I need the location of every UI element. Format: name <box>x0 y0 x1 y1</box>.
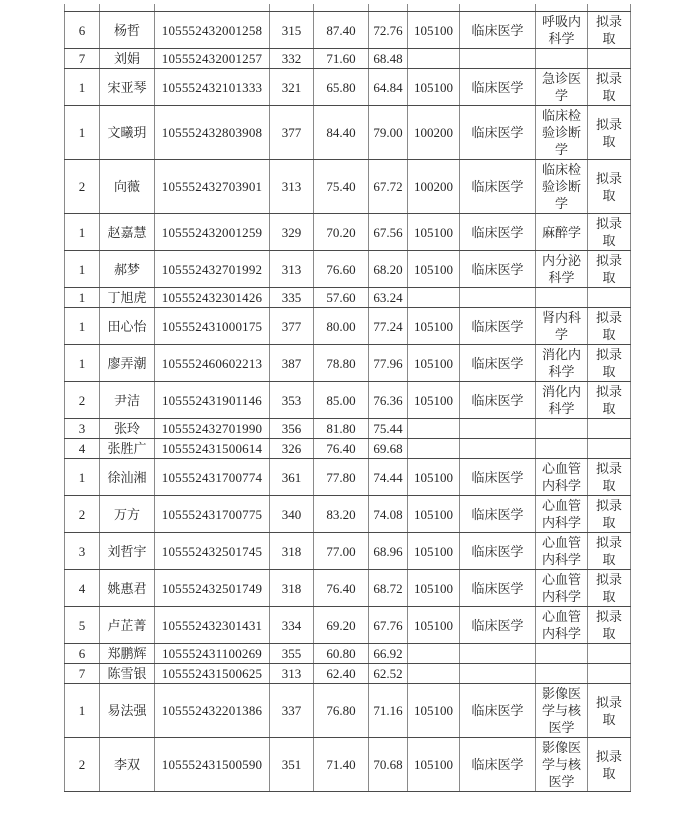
cell-score2: 81.80 <box>314 419 369 439</box>
cell-specialty: 心血管内科学 <box>536 533 588 570</box>
cell-specialty <box>536 49 588 69</box>
cell-major-code: 105100 <box>408 496 460 533</box>
cell-status: 拟录取 <box>588 308 631 345</box>
cell-status: 拟录取 <box>588 570 631 607</box>
cell-name: 宋亚琴 <box>100 69 155 106</box>
cell-candidate-no: 105552432501749 <box>155 570 270 607</box>
cell-score1: 356 <box>270 419 314 439</box>
cell-major: 临床医学 <box>460 106 536 160</box>
cell-candidate-no: 105552460602213 <box>155 345 270 382</box>
cell-candidate-no: 105552432001258 <box>155 12 270 49</box>
cell-seq: 1 <box>65 214 100 251</box>
table-row <box>65 496 631 533</box>
cell-specialty: 消化内科学 <box>536 345 588 382</box>
cell-name: 刘哲宇 <box>100 533 155 570</box>
cell-score3: 68.96 <box>369 533 408 570</box>
cell-candidate-no: 105552431901146 <box>155 382 270 419</box>
cell-name: 刘娟 <box>100 49 155 69</box>
cell-seq: 1 <box>65 345 100 382</box>
cell-score1: 377 <box>270 308 314 345</box>
cell-score2: 70.20 <box>314 214 369 251</box>
cell-seq: 6 <box>65 12 100 49</box>
cell-specialty <box>536 419 588 439</box>
table-row <box>65 738 631 792</box>
cell-seq: 6 <box>65 644 100 664</box>
cell-score2: 78.80 <box>314 345 369 382</box>
cell-score1: 321 <box>270 69 314 106</box>
cell-seq: 4 <box>65 570 100 607</box>
cell-score3: 77.24 <box>369 308 408 345</box>
cell-specialty: 麻醉学 <box>536 214 588 251</box>
cell-status: 拟录取 <box>588 12 631 49</box>
admission-table-container <box>64 4 631 792</box>
cell-name: 张胜广 <box>100 439 155 459</box>
cell-score3: 68.20 <box>369 251 408 288</box>
cell-score2: 71.60 <box>314 49 369 69</box>
cell-major <box>460 49 536 69</box>
admission-table-body <box>65 4 631 792</box>
cell-specialty: 肾内科学 <box>536 308 588 345</box>
cell-major <box>460 439 536 459</box>
cell-status <box>588 644 631 664</box>
cell-score1: 313 <box>270 160 314 214</box>
cell-score2: 57.60 <box>314 288 369 308</box>
cell-status: 拟录取 <box>588 69 631 106</box>
cell-major-code: 105100 <box>408 570 460 607</box>
table-row <box>65 49 631 69</box>
cell-specialty <box>536 664 588 684</box>
cell-score1: 332 <box>270 49 314 69</box>
cell-score2: 75.40 <box>314 160 369 214</box>
cell-major-code <box>408 644 460 664</box>
cell-name: 田心怡 <box>100 308 155 345</box>
cell-major: 临床医学 <box>460 738 536 792</box>
cell-score3: 62.52 <box>369 664 408 684</box>
cell-score1: 334 <box>270 607 314 644</box>
cell-status: 拟录取 <box>588 160 631 214</box>
cell-major <box>460 288 536 308</box>
cell-specialty: 心血管内科学 <box>536 607 588 644</box>
cell-score3: 76.36 <box>369 382 408 419</box>
cell-score1: 329 <box>270 214 314 251</box>
cell-candidate-no: 105552431500614 <box>155 439 270 459</box>
cell-score1: 318 <box>270 570 314 607</box>
cell-score2: 76.60 <box>314 251 369 288</box>
cell-score3: 69.68 <box>369 439 408 459</box>
cell-name: 徐汕湘 <box>100 459 155 496</box>
cell-major-code: 100200 <box>408 106 460 160</box>
cell-major-code: 105100 <box>408 607 460 644</box>
table-row <box>65 106 631 160</box>
cell-score1: 355 <box>270 644 314 664</box>
cell-name: 赵嘉慧 <box>100 214 155 251</box>
cell-specialty <box>536 288 588 308</box>
cell-name: 郑鹏辉 <box>100 644 155 664</box>
cell-seq: 1 <box>65 69 100 106</box>
cell-status: 拟录取 <box>588 106 631 160</box>
cell-major-code: 105100 <box>408 69 460 106</box>
cell-status <box>588 439 631 459</box>
table-row <box>65 69 631 106</box>
cell-status <box>588 288 631 308</box>
cell-major-code: 105100 <box>408 345 460 382</box>
cell-score3: 67.56 <box>369 214 408 251</box>
cell-status: 拟录取 <box>588 607 631 644</box>
cell-candidate-no: 105552431500625 <box>155 664 270 684</box>
cell-score2: 76.40 <box>314 439 369 459</box>
cell-seq: 1 <box>65 106 100 160</box>
cell-name: 尹洁 <box>100 382 155 419</box>
cell-major-code: 105100 <box>408 382 460 419</box>
cell-name: 卢芷菁 <box>100 607 155 644</box>
cell-status <box>588 419 631 439</box>
cell-specialty: 急诊医学 <box>536 69 588 106</box>
cell-seq: 1 <box>65 684 100 738</box>
cell-score3: 63.24 <box>369 288 408 308</box>
cell-candidate-no: 105552432301426 <box>155 288 270 308</box>
cell-name: 文曦玥 <box>100 106 155 160</box>
cell-seq: 2 <box>65 496 100 533</box>
cell-seq: 2 <box>65 382 100 419</box>
cell-status: 拟录取 <box>588 214 631 251</box>
cell-status: 拟录取 <box>588 382 631 419</box>
cell-major-code <box>408 419 460 439</box>
cell-candidate-no: 105552432101333 <box>155 69 270 106</box>
cell-score1: 313 <box>270 664 314 684</box>
cell-score1: 340 <box>270 496 314 533</box>
cell-candidate-no: 105552432701992 <box>155 251 270 288</box>
table-row <box>65 459 631 496</box>
cell-status: 拟录取 <box>588 533 631 570</box>
cell-score2: 65.80 <box>314 69 369 106</box>
cell-status: 拟录取 <box>588 459 631 496</box>
cell-major-code <box>408 49 460 69</box>
cell-score1: 361 <box>270 459 314 496</box>
cell-major-code: 105100 <box>408 738 460 792</box>
cell-name: 李双 <box>100 738 155 792</box>
cell-score3: 70.68 <box>369 738 408 792</box>
table-row <box>65 684 631 738</box>
table-row <box>65 382 631 419</box>
cell-score3: 72.76 <box>369 12 408 49</box>
cell-specialty <box>536 644 588 664</box>
cell-candidate-no: 105552432201386 <box>155 684 270 738</box>
cell-major: 临床医学 <box>460 684 536 738</box>
cell-score2: 85.00 <box>314 382 369 419</box>
cell-seq: 7 <box>65 664 100 684</box>
cell-specialty: 影像医学与核医学 <box>536 738 588 792</box>
cell-score1: 318 <box>270 533 314 570</box>
cell-major: 临床医学 <box>460 12 536 49</box>
table-row <box>65 570 631 607</box>
cell-major: 临床医学 <box>460 308 536 345</box>
cell-score2: 76.80 <box>314 684 369 738</box>
cell-major: 临床医学 <box>460 459 536 496</box>
cell-name: 陈雪银 <box>100 664 155 684</box>
cell-major-code <box>408 288 460 308</box>
cell-seq: 1 <box>65 251 100 288</box>
table-row <box>65 288 631 308</box>
cell-score2: 62.40 <box>314 664 369 684</box>
cell-seq: 1 <box>65 308 100 345</box>
cell-score2: 83.20 <box>314 496 369 533</box>
cell-major-code: 105100 <box>408 684 460 738</box>
cell-specialty <box>536 439 588 459</box>
table-row <box>65 214 631 251</box>
cell-score1: 313 <box>270 251 314 288</box>
cell-seq: 1 <box>65 459 100 496</box>
cell-major: 临床医学 <box>460 69 536 106</box>
cell-status <box>588 49 631 69</box>
cell-seq: 4 <box>65 439 100 459</box>
cell-score1: 353 <box>270 382 314 419</box>
cell-score2: 87.40 <box>314 12 369 49</box>
cell-major-code: 105100 <box>408 12 460 49</box>
cell-score2: 60.80 <box>314 644 369 664</box>
cell-candidate-no: 105552431000175 <box>155 308 270 345</box>
cell-score3: 77.96 <box>369 345 408 382</box>
table-row <box>65 251 631 288</box>
cell-seq: 2 <box>65 160 100 214</box>
cell-score1: 387 <box>270 345 314 382</box>
cell-specialty: 心血管内科学 <box>536 570 588 607</box>
cell-status: 拟录取 <box>588 684 631 738</box>
cell-name: 郝梦 <box>100 251 155 288</box>
cell-seq: 3 <box>65 533 100 570</box>
cell-seq: 3 <box>65 419 100 439</box>
cell-candidate-no: 105552432001257 <box>155 49 270 69</box>
cell-score2: 71.40 <box>314 738 369 792</box>
cell-specialty: 内分泌科学 <box>536 251 588 288</box>
cell-specialty: 心血管内科学 <box>536 459 588 496</box>
cell-major-code: 100200 <box>408 160 460 214</box>
table-row <box>65 308 631 345</box>
cell-major <box>460 419 536 439</box>
cell-status: 拟录取 <box>588 496 631 533</box>
cell-name: 向薇 <box>100 160 155 214</box>
cell-name: 姚惠君 <box>100 570 155 607</box>
cell-name: 万方 <box>100 496 155 533</box>
cell-score3: 75.44 <box>369 419 408 439</box>
cell-score3: 68.72 <box>369 570 408 607</box>
cell-major <box>460 644 536 664</box>
cell-name: 廖弄潮 <box>100 345 155 382</box>
cell-major-code: 105100 <box>408 308 460 345</box>
table-row <box>65 160 631 214</box>
cell-major: 临床医学 <box>460 214 536 251</box>
cell-score3: 66.92 <box>369 644 408 664</box>
table-row <box>65 12 631 49</box>
cell-name: 张玲 <box>100 419 155 439</box>
cell-status <box>588 664 631 684</box>
cell-score3: 68.48 <box>369 49 408 69</box>
cell-score3: 71.16 <box>369 684 408 738</box>
cell-seq: 5 <box>65 607 100 644</box>
cell-status: 拟录取 <box>588 345 631 382</box>
cell-major-code <box>408 664 460 684</box>
cell-major: 临床医学 <box>460 570 536 607</box>
cell-score1: 377 <box>270 106 314 160</box>
cell-major: 临床医学 <box>460 496 536 533</box>
cell-candidate-no: 105552431100269 <box>155 644 270 664</box>
cell-major: 临床医学 <box>460 251 536 288</box>
cell-candidate-no: 105552431500590 <box>155 738 270 792</box>
cell-score1: 337 <box>270 684 314 738</box>
cell-major-code: 105100 <box>408 251 460 288</box>
cell-specialty: 呼吸内科学 <box>536 12 588 49</box>
cell-major <box>460 664 536 684</box>
table-row <box>65 607 631 644</box>
cell-major-code <box>408 439 460 459</box>
table-row <box>65 533 631 570</box>
cell-seq: 7 <box>65 49 100 69</box>
cell-major: 临床医学 <box>460 160 536 214</box>
cell-seq: 1 <box>65 288 100 308</box>
table-row <box>65 419 631 439</box>
table-row <box>65 439 631 459</box>
cell-candidate-no: 105552431700774 <box>155 459 270 496</box>
cell-score1: 326 <box>270 439 314 459</box>
cell-major: 临床医学 <box>460 533 536 570</box>
cell-name: 丁旭虎 <box>100 288 155 308</box>
cell-score3: 74.44 <box>369 459 408 496</box>
cell-score1: 335 <box>270 288 314 308</box>
cell-status: 拟录取 <box>588 251 631 288</box>
cell-major-code: 105100 <box>408 459 460 496</box>
cell-score2: 77.00 <box>314 533 369 570</box>
cell-score2: 69.20 <box>314 607 369 644</box>
cell-name: 易法强 <box>100 684 155 738</box>
cell-major-code: 105100 <box>408 533 460 570</box>
cell-score3: 67.72 <box>369 160 408 214</box>
cell-status: 拟录取 <box>588 738 631 792</box>
cell-specialty: 临床检验诊断学 <box>536 160 588 214</box>
cell-score3: 64.84 <box>369 69 408 106</box>
cell-major-code: 105100 <box>408 214 460 251</box>
admission-table <box>64 4 631 792</box>
cell-specialty: 消化内科学 <box>536 382 588 419</box>
table-row <box>65 664 631 684</box>
table-row <box>65 644 631 664</box>
cell-specialty: 临床检验诊断学 <box>536 106 588 160</box>
cell-score3: 79.00 <box>369 106 408 160</box>
cell-score3: 67.76 <box>369 607 408 644</box>
cell-score1: 315 <box>270 12 314 49</box>
cell-major: 临床医学 <box>460 607 536 644</box>
cell-candidate-no: 105552432501745 <box>155 533 270 570</box>
cell-specialty: 心血管内科学 <box>536 496 588 533</box>
cell-major: 临床医学 <box>460 345 536 382</box>
cell-candidate-no: 105552432803908 <box>155 106 270 160</box>
cell-candidate-no: 105552432301431 <box>155 607 270 644</box>
cell-score2: 80.00 <box>314 308 369 345</box>
cell-candidate-no: 105552432001259 <box>155 214 270 251</box>
cell-name: 杨哲 <box>100 12 155 49</box>
cell-score1: 351 <box>270 738 314 792</box>
cell-candidate-no: 105552431700775 <box>155 496 270 533</box>
cell-score2: 77.80 <box>314 459 369 496</box>
cell-score3: 74.08 <box>369 496 408 533</box>
cell-candidate-no: 105552432701990 <box>155 419 270 439</box>
cell-major: 临床医学 <box>460 382 536 419</box>
cell-score2: 76.40 <box>314 570 369 607</box>
cell-candidate-no: 105552432703901 <box>155 160 270 214</box>
table-row <box>65 345 631 382</box>
cell-score2: 84.40 <box>314 106 369 160</box>
cropped-previous-row <box>65 4 631 12</box>
cell-specialty: 影像医学与核医学 <box>536 684 588 738</box>
cell-seq: 2 <box>65 738 100 792</box>
